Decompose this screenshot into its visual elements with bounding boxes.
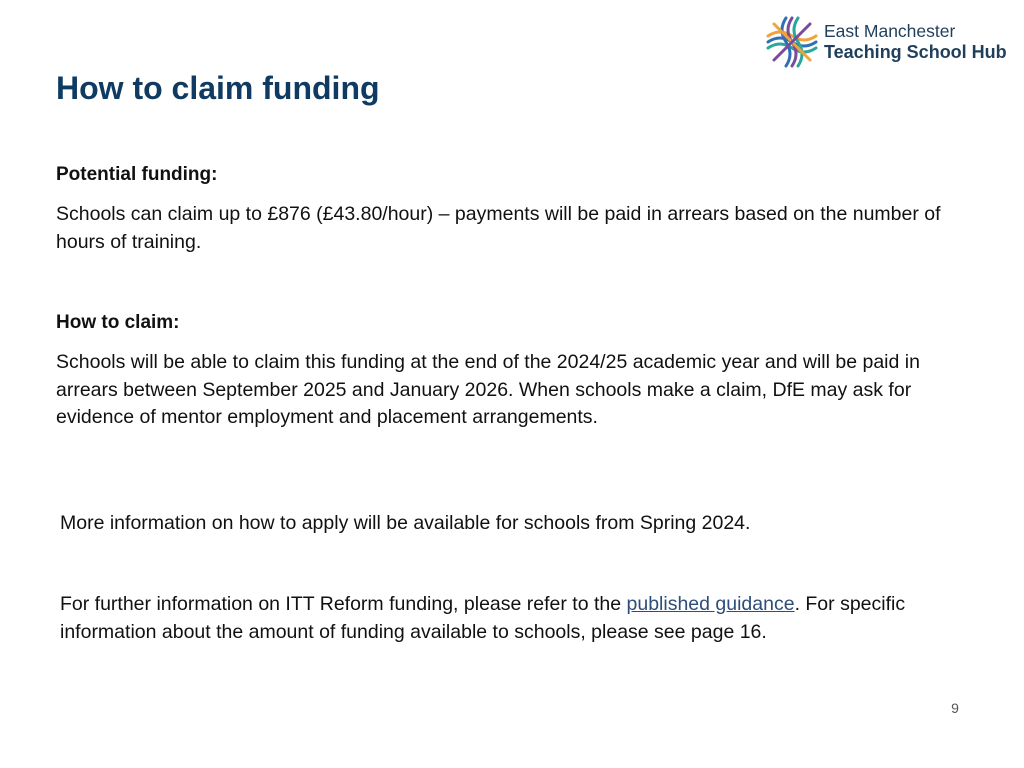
potential-funding-heading: Potential funding: [56, 164, 218, 185]
further-info-before-link: For further information on ITT Reform funding, please refer to the [60, 593, 627, 615]
page-title: How to claim funding [56, 70, 380, 106]
published-guidance-link[interactable]: published guidance [626, 593, 795, 615]
hub-logo-icon [764, 14, 820, 70]
logo-line-1: East Manchester [824, 21, 956, 41]
how-to-claim-heading: How to claim: [56, 312, 180, 333]
page-number: 9 [951, 700, 959, 716]
logo-line-2: Teaching School Hub [824, 42, 1007, 62]
further-info-text [60, 591, 930, 646]
more-info-text: More information on how to apply will be available for schools from Spring 2024. [60, 512, 751, 534]
potential-funding-text: Schools can claim up to £876 (£43.80/hour) – payments will be paid in arrears based on the number of hours of training. [56, 203, 941, 253]
east-manchester-tsh-logo [764, 14, 1009, 70]
how-to-claim-text: Schools will be able to claim this funding at the end of the 2024/25 academic year and will be paid in arrears between September 2025 and January 2026. When schools make a claim, DfE may ask for evidence of mentor employment and placement arrangements. [56, 351, 920, 428]
further-info-after-link: . For specific information about the amount of funding available to schools, please see page 16. [60, 593, 906, 643]
logo-text [824, 21, 1007, 63]
